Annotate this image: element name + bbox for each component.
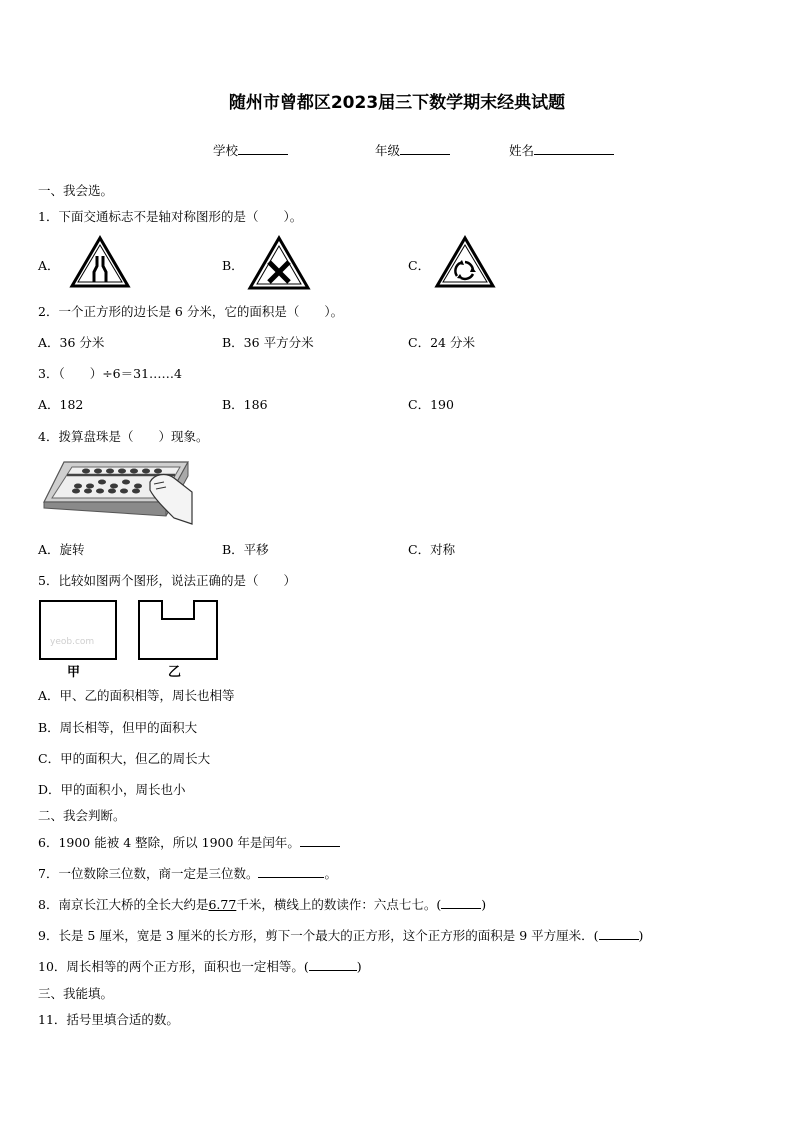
figure-yi-label: 乙 (168, 665, 182, 680)
grade-blank (400, 142, 450, 155)
road-narrows-sign-icon (70, 236, 130, 288)
q3-option-b: B．186 (222, 397, 268, 412)
q6-line (38, 833, 340, 851)
figure-yi-notched-shape (139, 601, 217, 659)
section-1-heading: 一、我会选。 (38, 183, 114, 198)
q2-stem: 2．一个正方形的边长是 6 分米，它的面积是（ ）。 (38, 304, 344, 319)
q11-stem: 11．括号里填合适的数。 (38, 1012, 179, 1027)
q2-option-a: A．36 分米 (38, 335, 105, 350)
school-blank (238, 142, 288, 155)
page-title: 随州市曾都区2023届三下数学期末经典试题 (228, 93, 566, 113)
q5-option-b: B．周长相等，但甲的面积大 (38, 720, 198, 735)
grade-field (375, 141, 450, 159)
q10-line (38, 957, 362, 975)
q5-stem: 5．比较如图两个图形，说法正确的是（ ） (38, 573, 296, 588)
abacus-hand-icon (42, 458, 192, 526)
school-field (213, 141, 288, 159)
q4-option-c: C．对称 (408, 542, 456, 557)
q3-stem: 3．（ ）÷6＝31……4 (38, 366, 182, 381)
q6-answer-blank[interactable] (300, 834, 340, 847)
q7-end: 。 (324, 866, 337, 881)
section-2-heading: 二、我会判断。 (38, 808, 126, 823)
q10-text: 10．周长相等的两个正方形，面积也一定相等。( (38, 959, 309, 974)
q9-line (38, 926, 643, 944)
q3-option-c: C．190 (408, 397, 454, 412)
q4-option-a: A．旋转 (38, 542, 85, 557)
q9-answer-blank[interactable] (599, 927, 639, 940)
q4-option-b: B．平移 (222, 542, 269, 557)
q8-post: 千米，横线上的数读作：六点七七。( (236, 897, 442, 912)
q6-text: 6．1900 能被 4 整除，所以 1900 年是闰年。 (38, 835, 300, 850)
q1-option-c: C． (408, 258, 431, 273)
q3-option-a: A．182 (38, 397, 84, 412)
q9-text: 9．长是 5 厘米，宽是 3 厘米的长方形，剪下一个最大的正方形，这个正方形的面积是 9 平方厘米．( (38, 928, 599, 943)
name-blank (534, 142, 614, 155)
q8-answer-blank[interactable] (441, 896, 481, 909)
school-label: 学校 (213, 143, 239, 158)
q4-stem: 4．拨算盘珠是（ ）现象。 (38, 429, 209, 444)
q10-answer-blank[interactable] (309, 958, 357, 971)
q7-text: 7．一位数除三位数，商一定是三位数。 (38, 866, 259, 881)
q1-stem: 1．下面交通标志不是轴对称图形的是（ ）。 (38, 209, 303, 224)
watermark-text: yeob.com (50, 637, 95, 647)
section-3-heading: 三、我能填。 (38, 986, 114, 1001)
figure-jia-label: 甲 (67, 665, 81, 680)
q8-line (38, 895, 486, 913)
q8-pre: 8．南京长江大桥的全长大约是 (38, 897, 209, 912)
q8-end: ) (481, 897, 487, 912)
q2-option-c: C．24 分米 (408, 335, 475, 350)
q7-line (38, 864, 337, 882)
name-field (509, 141, 614, 159)
q9-end: ) (638, 928, 644, 943)
crossroads-sign-icon (248, 236, 310, 290)
figure-jia-rectangle (40, 601, 116, 659)
q5-option-c: C．甲的面积大，但乙的周长大 (38, 751, 211, 766)
q8-number: 6.77 (208, 897, 237, 912)
q10-end: ) (356, 959, 362, 974)
q5-option-a: A．甲、乙的面积相等，周长也相等 (38, 688, 235, 703)
q5-option-d: D．甲的面积小，周长也小 (38, 782, 186, 797)
q1-option-a: A． (38, 258, 60, 273)
q7-answer-blank[interactable] (258, 865, 324, 878)
q2-option-b: B．36 平方分米 (222, 335, 314, 350)
q1-option-b: B． (222, 258, 244, 273)
grade-label: 年级 (375, 143, 401, 158)
roundabout-sign-icon (435, 236, 495, 288)
q5-figures (38, 599, 220, 661)
name-label: 姓名 (509, 143, 535, 158)
